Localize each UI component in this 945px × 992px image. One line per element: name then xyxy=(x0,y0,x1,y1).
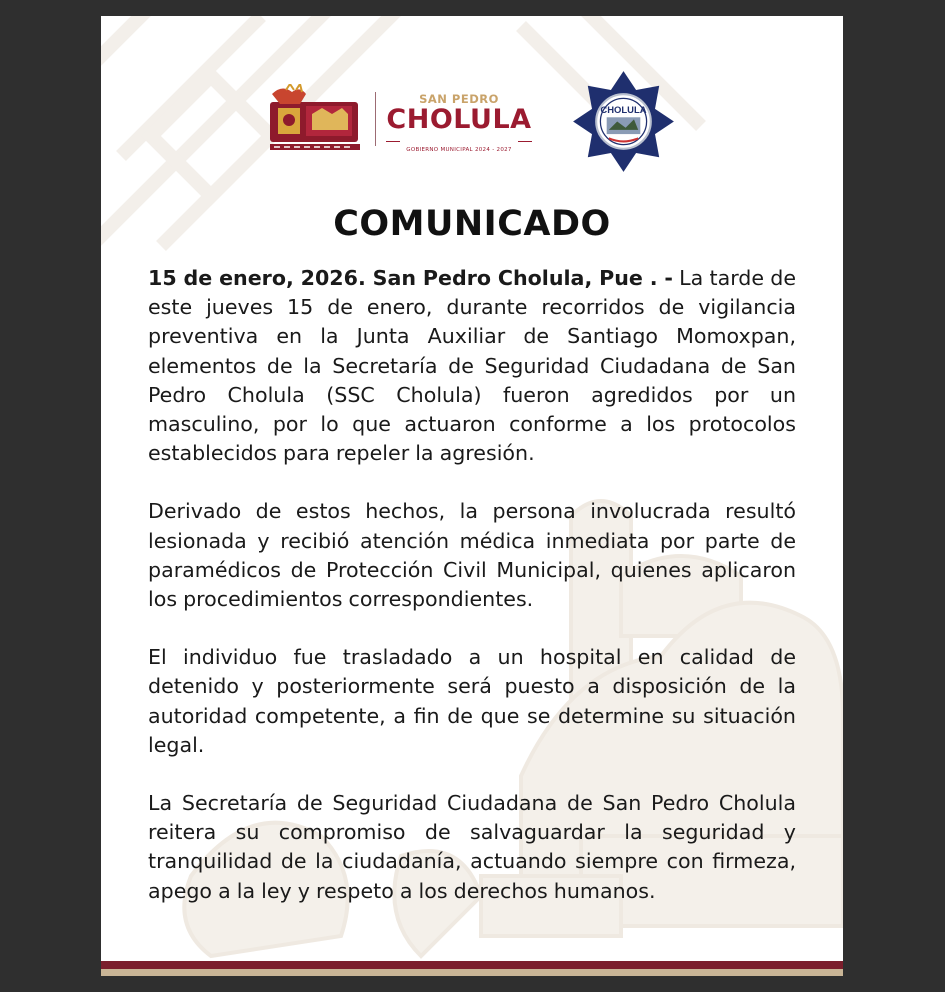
header-logos xyxy=(266,78,686,198)
brand-sub-row xyxy=(384,136,534,153)
paragraph-1-text: La tarde de este jueves 15 de enero, durante recorridos de vigilancia preventiva en la Junta Auxiliar de Santiago Momoxpan, elementos de la Secretaría de Seguridad Ciudadana de San Pedro Cholula (SSC Cholula) fueron agredidos por un masculino, por lo que actuaron conforme a los protocolos establecidos para repeler la agresión. xyxy=(148,266,797,466)
brand-sub-text: GOBIERNO MUNICIPAL 2024 - 2027 xyxy=(406,147,512,153)
brand-main-text: CHOLULA xyxy=(386,104,532,135)
paragraph-3: El individuo fue trasladado a un hospital en calidad de detenido y posteriormente será puesto a disposición de la autoridad competente, a fin de que se determine su situación legal. xyxy=(148,645,796,757)
paragraph-2: Derivado de estos hechos, la persona involucrada resultó lesionada y recibió atención médica inmediata por parte de paramédicos de Protección Civil Municipal, quienes aplicaron los procedimientos correspondientes. xyxy=(148,499,796,612)
footer-band-beige xyxy=(101,969,843,976)
municipal-brand xyxy=(384,92,534,153)
brand-sub-left-line xyxy=(386,141,400,142)
cholula-emblem-icon xyxy=(266,84,366,154)
communique-body xyxy=(148,264,796,935)
brand-top-text: SAN PEDRO xyxy=(419,92,499,106)
paragraph-4: La Secretaría de Seguridad Ciudadana de San Pedro Cholula reitera su compromiso de salvaguardar la seguridad y tranquilidad de la ciudadanía, actuando siempre con firmeza, apego a la ley y respeto a los derechos humanos. xyxy=(148,791,796,903)
document-page xyxy=(101,16,843,976)
logo-divider xyxy=(375,92,376,146)
paragraph-1 xyxy=(148,264,796,468)
police-badge-icon xyxy=(571,69,676,174)
page-title: COMUNICADO xyxy=(333,204,611,244)
footer-band-red xyxy=(101,961,843,969)
badge-text: CHOLULA xyxy=(600,105,647,117)
dateline: 15 de enero, 2026. San Pedro Cholula, Pue . - xyxy=(148,266,673,290)
brand-sub-right-line xyxy=(518,141,532,142)
